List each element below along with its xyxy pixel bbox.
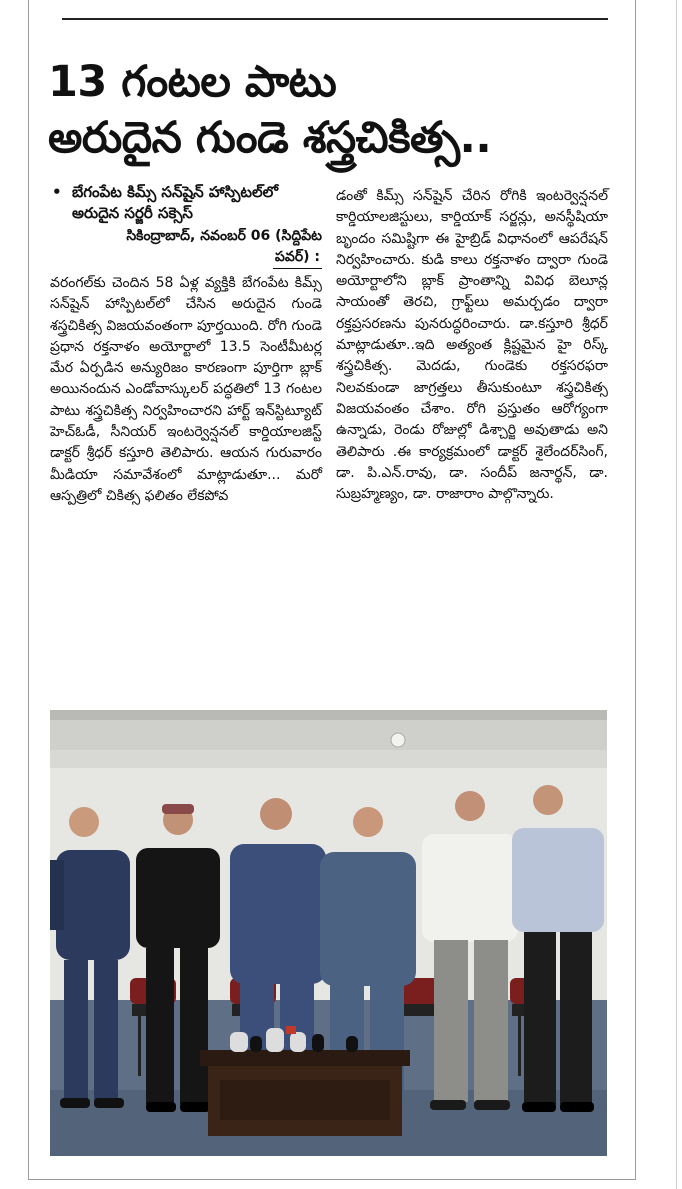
column-left [50,182,322,507]
body-text-right: డంతో కిమ్స్ సన్‌షైన్ చేరిన రోగికి ఇంటర్వెన్షనల్ కార్డియాలజిస్టులు, కార్డియాక్ సర్జన్లు, అనస్థీషియా బృందం సమిష్టిగా ఈ హైబ్రిడ్ విధానంలో ఆపరేషన్ నిర్వహించారు. కుడి కాలు రక్తనాళం ద్వారా గుండె అయోర్టాలోని బ్లాక్ ప్రాంతాన్ని వివిధ బెలూన్ల సాయంతో తెరచి, గ్రాఫ్ట్‌లు అమర్చడం ద్వారా రక్తప్రసరణను పునరుద్ధరించారు. డా.కస్తూరి శ్రీధర్ మాట్లాడుతూ..ఇది అత్యంత క్లిష్టమైన హై రిస్క్ శస్త్రచికిత్స. మెదడు, గుండెకు రక్తసరఫరా నిలవకుండా జాగ్రత్తలు తీసుకుంటూ శస్త్రచికిత్స విజయవంతం చేశాం. రోగి ప్రస్తుతం ఆరోగ్యంగా ఉన్నాడు, రెండు రోజుల్లో డిశ్చార్జి అవుతాడు అని తెలిపారు .ఈ కార్యక్రమంలో డాక్టర్ శైలేందర్‌సింగ్, డా. పి.ఎన్.రావు, డా. సందీప్ జనార్థన్, డా. సుబ్రహ్మణ్యం, డా. రాజారాం పాల్గొన్నారు. [336,188,608,503]
subheading-text: బేగంపేట కిమ్స్ సన్‌షైన్ హాస్పిటల్‌లో అరుదైన సర్జరీ సక్సెస్ [72,183,279,222]
news-photo [50,710,607,1156]
body-text-left: వరంగల్‌కు చెందిన 58 ఏళ్ల వ్యక్తికి బేగంపేట కిమ్స్ సన్‌షైన్ హాస్పిటల్‌లో చేసిన అరుదైన గుండె శస్త్రచికిత్స విజయవంతంగా పూర్తయింది. రోగి గుండె ప్రధాన రక్తనాళం అయోర్టాలో 13.5 సెంటీమీటర్ల మేర ఏర్పడిన అన్యురిజం కారణంగా పూర్తిగా బ్లాక్ అయినందున ఎండోవాస్కులర్ పద్ధతిలో 13 గంటల పాటు శస్త్రచికిత్స నిర్వహించారని హార్ట్ ఇన్‌స్టిట్యూట్ హెచ్‌ఓడీ, సీనియర్ ఇంటర్వెన్షనల్ కార్డియాలజిస్ట్ డాక్టర్ శ్రీధర్ కస్తూరి తెలిపారు. ఆయన గురువారం మీడియా సమావేశంలో మాట్లాడుతూ... మరో ఆస్పత్రిలో చికిత్స ఫలితం లేకపోవ [50,275,322,504]
headline [48,54,618,166]
column-right [336,186,608,505]
headline-line-2: అరుదైన గుండె శస్త్రచికిత్స.. [48,113,492,163]
dateline [50,226,322,269]
doctors-group-photo-illustration [50,710,607,1156]
adjacent-page-edge [676,0,682,1189]
dateline-source: పవర్) : [273,247,322,269]
headline-line-1: 13 గంటల పాటు [48,57,337,107]
dateline-place: సికింద్రాబాద్, నవంబర్ 06 (సిద్దిపేట [126,228,322,244]
subheading [50,182,322,224]
bullet-icon: • [52,183,62,201]
top-rule [62,18,608,20]
